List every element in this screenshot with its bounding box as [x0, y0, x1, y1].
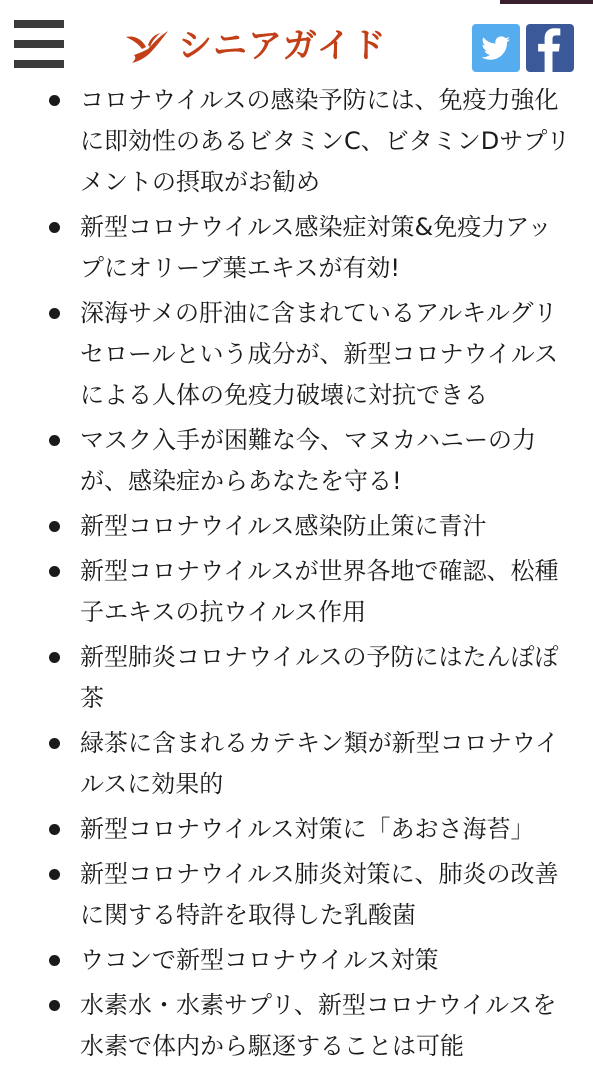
bullet-icon [49, 824, 60, 835]
article-link[interactable]: 深海サメの肝油に含まれているアルキルグリセロールという成分が、新型コロナウイルスによる人体の免疫力破壊に対抗できる [80, 299, 559, 409]
twitter-share-button[interactable] [472, 24, 520, 72]
article-link[interactable]: ウコンで新型コロナウイルス対策 [80, 946, 439, 974]
bullet-icon [49, 955, 60, 966]
article-list [0, 80, 593, 1067]
article-link[interactable]: マスク入手が困難な今、マヌカハニーの力が、感染症からあなたを守る! [80, 426, 536, 495]
list-item [0, 506, 593, 547]
article-link[interactable]: 緑茶に含まれるカテキン類が新型コロナウイルスに効果的 [80, 729, 560, 798]
list-item [0, 207, 593, 289]
list-item [0, 293, 593, 416]
facebook-f-icon [526, 24, 574, 72]
facebook-share-button[interactable] [526, 24, 574, 72]
list-item [0, 985, 593, 1067]
list-item [0, 551, 593, 633]
article-link[interactable]: 水素水・水素サプリ、新型コロナウイルスを水素で体内から駆逐することは可能 [80, 991, 557, 1060]
list-item [0, 637, 593, 719]
list-item [0, 940, 593, 981]
bullet-icon [49, 1000, 60, 1011]
bullet-icon [49, 566, 60, 577]
bullet-icon [49, 869, 60, 880]
site-header [0, 4, 593, 80]
article-link[interactable]: 新型肺炎コロナウイルスの予防にはたんぽぽ茶 [80, 643, 559, 712]
list-item [0, 809, 593, 850]
bird-logo-icon [124, 27, 170, 65]
article-link[interactable]: 新型コロナウイルス感染症対策&免疫力アップにオリーブ葉エキスが有効! [80, 213, 552, 282]
article-link[interactable]: 新型コロナウイルス肺炎対策に、肺炎の改善に関する特許を取得した乳酸菌 [80, 860, 559, 929]
site-logo[interactable] [124, 26, 387, 66]
site-logo-text: シニアガイド [178, 26, 387, 66]
twitter-bird-icon [472, 24, 520, 72]
article-link[interactable]: コロナウイルスの感染予防には、免疫力強化に即効性のあるビタミンC、ビタミンDサプリメントの摂取がお勧め [80, 86, 571, 196]
article-link[interactable]: 新型コロナウイルス対策に「あおさ海苔」 [80, 815, 535, 843]
list-item [0, 854, 593, 936]
bullet-icon [49, 738, 60, 749]
hamburger-menu-icon[interactable] [14, 20, 64, 68]
bullet-icon [49, 521, 60, 532]
list-item [0, 80, 593, 203]
article-link[interactable]: 新型コロナウイルスが世界各地で確認、松種子エキスの抗ウイルス作用 [80, 557, 559, 626]
list-item [0, 723, 593, 805]
bullet-icon [49, 222, 60, 233]
bullet-icon [49, 435, 60, 446]
list-item [0, 420, 593, 502]
bullet-icon [49, 308, 60, 319]
article-link[interactable]: 新型コロナウイルス感染防止策に青汁 [80, 512, 487, 540]
bullet-icon [49, 95, 60, 106]
bullet-icon [49, 652, 60, 663]
article-list-section [0, 80, 593, 1071]
